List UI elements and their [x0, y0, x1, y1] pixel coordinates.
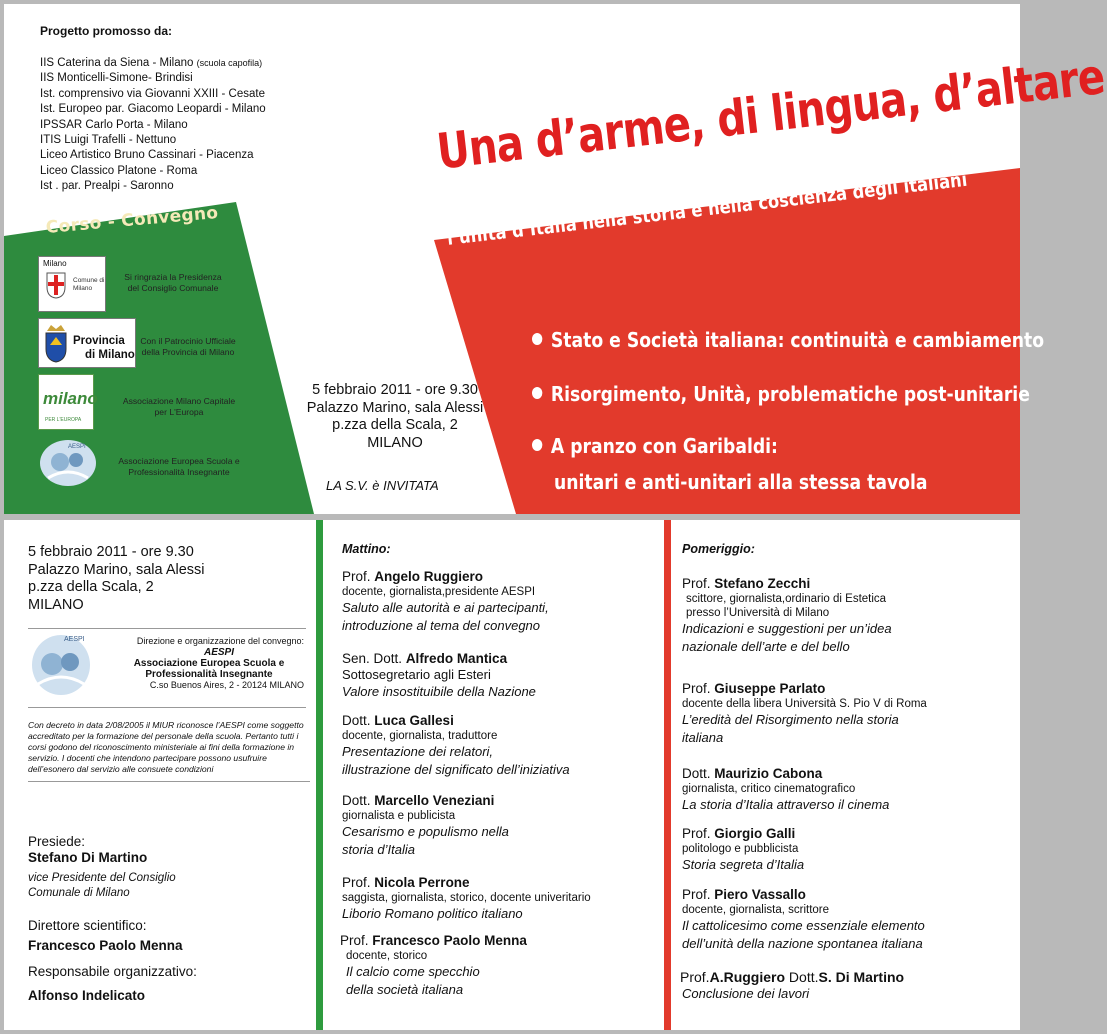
milano-capitale-logo — [38, 374, 98, 430]
talk-title: Storia segreta d’Italia — [682, 857, 805, 872]
event-address: p.zza della Scala, 2 — [28, 579, 154, 595]
speaker-role: docente, storico — [346, 950, 428, 962]
speaker-role: saggista, giornalista, storico, docente univeritario — [342, 892, 591, 904]
speaker-title: Prof. — [342, 875, 371, 890]
logo-label: Milano — [43, 259, 67, 268]
talk-title: dell’unità della nazione spontanea italiana — [682, 936, 923, 951]
red-divider — [664, 520, 671, 1030]
speaker-item — [682, 681, 927, 747]
school-item: Ist . par. Prealpi - Saronno — [40, 180, 174, 193]
speaker-name: Francesco Paolo Menna — [372, 933, 527, 948]
speaker-name: Alfredo Mantica — [405, 651, 508, 666]
logo-sub: di Milano — [85, 349, 135, 361]
school-item: Liceo Artistico Bruno Cassinari - Piacenza — [40, 149, 254, 162]
speaker-name: Marcello Veneziani — [374, 793, 495, 808]
logo-label: milano — [43, 389, 98, 408]
talk-title: illustrazione del significato dell’iniziativa — [342, 762, 570, 777]
coat-of-arms-icon — [45, 271, 67, 299]
subtitle: l’unità d’Italia nella storia e nella coscienza degli italiani — [446, 168, 969, 250]
invitation-front — [4, 4, 1107, 514]
sponsor-line: del Consiglio Comunale — [127, 283, 219, 293]
speaker-name: Nicola Perrone — [374, 875, 470, 890]
speaker-title: Dott. — [342, 793, 371, 808]
organizer-intro: Direzione e organizzazione del convegno: — [136, 636, 304, 646]
speaker-item-closing — [680, 969, 904, 1003]
talk-title: italiana — [682, 730, 724, 745]
speaker-item — [342, 713, 570, 779]
sponsor-line: per L'Europa — [154, 407, 204, 417]
sponsor-text — [104, 456, 254, 478]
promo-header: Progetto promosso da: — [40, 24, 173, 38]
presiede-role: Comunale di Milano — [28, 887, 130, 899]
talk-title: Valore insostituibile della Nazione — [342, 684, 536, 699]
organizer-address: C.so Buenos Aires, 2 - 20124 MILANO — [149, 680, 304, 690]
organizer-name: Professionalità Insegnante — [145, 669, 273, 680]
school-item: Liceo Classico Platone - Roma — [40, 164, 198, 177]
presiede-role: vice Presidente del Consiglio — [28, 872, 176, 884]
talk-title: La storia d’Italia attraverso il cinema — [682, 797, 890, 812]
event-city: MILANO — [28, 596, 84, 613]
talk-title: Cesarismo e populismo nella — [342, 824, 509, 839]
speaker-item — [342, 793, 509, 859]
pomeriggio-label: Pomeriggio: — [682, 542, 755, 556]
mattino-label: Mattino: — [342, 542, 391, 556]
invitation-back — [4, 520, 1020, 1030]
main-title: Una d’arme, di lingua, d’altare — [434, 48, 1107, 181]
sponsor-text — [108, 272, 238, 294]
invitation-line: LA S.V. è INVITATA — [326, 478, 439, 493]
provincia-shield-icon — [43, 323, 69, 363]
speaker-title: Dott. — [788, 969, 819, 985]
speaker-name: S. Di Martino — [818, 969, 905, 985]
topic-continuation: unitari e anti-unitari alla stessa tavola — [554, 470, 928, 494]
talk-title: della società italiana — [346, 982, 464, 997]
talk-title: introduzione al tema del convegno — [342, 618, 541, 633]
speaker-name: Giorgio Galli — [714, 826, 796, 841]
speaker-title: Prof. — [682, 826, 711, 841]
talk-title: Il cattolicesimo come essenziale elemento — [682, 918, 925, 933]
talk-title: Conclusione dei lavori — [682, 986, 810, 1001]
event-venue: Palazzo Marino, sala Alessi — [306, 399, 484, 416]
sponsor-line: Con il Patrocinio Ufficiale — [140, 336, 236, 346]
speaker-name: Stefano Zecchi — [714, 576, 811, 591]
speaker-title: Prof. — [680, 969, 710, 985]
logo-label: AESPI — [68, 444, 86, 450]
speaker-role: Sottosegretario agli Esteri — [342, 667, 491, 682]
speaker-item — [342, 569, 549, 635]
school-item: IIS Caterina da Siena - Milano (scuola capofila) — [40, 57, 263, 69]
sponsor-line: della Provincia di Milano — [141, 347, 235, 357]
sponsor-line: Associazione Milano Capitale — [122, 396, 236, 406]
bullet-icon — [532, 439, 542, 451]
green-divider — [316, 520, 323, 1030]
logo-label: AESPI — [64, 636, 85, 643]
speaker-role: presso l’Università di Milano — [686, 607, 830, 619]
speaker-title: Prof. — [682, 576, 711, 591]
speaker-role: scittore, giornalista,ordinario di Estetica — [686, 593, 887, 605]
bullet-icon — [532, 387, 542, 399]
logo-sub: PER L'EUROPA — [45, 417, 82, 423]
speaker-item — [340, 933, 527, 999]
speaker-title: Dott. — [342, 713, 371, 728]
topic-text: A pranzo con Garibaldi: — [550, 434, 778, 458]
topic-item — [532, 382, 1030, 406]
logo-label: Provincia — [73, 335, 125, 347]
sponsor-text — [138, 336, 238, 358]
event-info — [290, 382, 500, 452]
bullet-icon — [532, 333, 542, 345]
topic-item — [532, 434, 778, 458]
speaker-item — [682, 576, 892, 656]
responsabile-name: Alfonso Indelicato — [28, 988, 146, 1003]
speaker-role: giornalista, critico cinematografico — [682, 783, 856, 795]
talk-title: Liborio Romano politico italiano — [342, 906, 523, 921]
organizer-info — [94, 636, 304, 691]
speaker-role: docente, giornalista, scrittore — [682, 904, 830, 916]
topic-text: Stato e Società italiana: continuità e cambiamento — [550, 328, 1045, 352]
speaker-name: Luca Gallesi — [374, 713, 454, 728]
school-item: IPSSAR Carlo Porta - Milano — [40, 118, 188, 131]
organizer-acronym: AESPI — [203, 647, 234, 658]
topic-text: Risorgimento, Unità, problematiche post-unitarie — [550, 382, 1030, 406]
speaker-role: docente, giornalista,presidente AESPI — [342, 586, 536, 598]
event-city: MILANO — [367, 434, 423, 451]
school-item: Ist. Europeo par. Giacomo Leopardi - Milano — [40, 103, 266, 116]
event-info — [28, 544, 205, 614]
direttore-name: Francesco Paolo Menna — [28, 938, 183, 953]
speaker-name: A.Ruggiero — [709, 969, 786, 985]
comune-milano-logo — [38, 256, 106, 312]
speaker-role: docente, giornalista, traduttore — [342, 730, 498, 742]
speaker-name: Giuseppe Parlato — [714, 681, 826, 696]
speaker-title: Prof. — [682, 681, 711, 696]
talk-title: Presentazione dei relatori, — [342, 744, 494, 759]
speaker-title: Prof. — [342, 569, 371, 584]
school-item: ITIS Luigi Trafelli - Nettuno — [40, 134, 177, 147]
speaker-item — [682, 766, 889, 814]
logo-sub: Comune di Milano — [73, 277, 105, 292]
responsabile-label: Responsabile organizzativo: — [28, 964, 197, 979]
sponsor-line: Professionalità Insegnante — [128, 467, 230, 477]
speaker-title: Sen. Dott. — [342, 651, 403, 666]
speaker-name: Piero Vassallo — [714, 887, 806, 902]
speaker-name: Maurizio Cabona — [714, 766, 823, 781]
speaker-role: docente della libera Università S. Pio V di Roma — [682, 698, 927, 710]
school-item: Ist. comprensivo via Giovanni XXIII - Cesate — [40, 87, 265, 100]
sponsor-line: Si ringrazia la Presidenza — [124, 272, 222, 282]
organizer-name: Associazione Europea Scuola e — [133, 658, 285, 669]
speaker-title: Dott. — [682, 766, 711, 781]
speaker-item — [682, 887, 925, 953]
talk-title: Indicazioni e suggestioni per un’idea — [682, 621, 892, 636]
event-date: 5 febbraio 2011 - ore 9.30 — [28, 544, 194, 560]
event-address: p.zza della Scala, 2 — [332, 417, 458, 433]
presiede-label: Presiede: — [28, 834, 86, 849]
talk-title: L’eredità del Risorgimento nella storia — [682, 712, 899, 727]
speaker-title: Prof. — [340, 933, 369, 948]
talk-title: Il calcio come specchio — [346, 964, 480, 979]
talk-title: nazionale dell’arte e del bello — [682, 639, 850, 654]
speaker-item — [342, 651, 536, 701]
speaker-item — [342, 875, 591, 923]
speaker-title: Prof. — [682, 887, 711, 902]
sponsor-text — [104, 396, 254, 418]
sponsor-line: Associazione Europea Scuola e — [118, 456, 240, 466]
speaker-role: giornalista e publicista — [342, 810, 456, 822]
school-item: IIS Monticelli-Simone- Brindisi — [40, 72, 193, 85]
speaker-name: Angelo Ruggiero — [374, 569, 484, 584]
event-date: 5 febbraio 2011 - ore 9.30 — [312, 382, 478, 398]
corso-convegno-label: Corso - Convegno — [45, 202, 220, 238]
presiede-name: Stefano Di Martino — [28, 850, 148, 865]
speaker-item — [682, 826, 804, 874]
school-list — [40, 56, 266, 195]
event-venue: Palazzo Marino, sala Alessi — [28, 561, 205, 578]
provincia-milano-logo — [38, 318, 136, 368]
talk-title: storia d’Italia — [342, 842, 415, 857]
direttore-label: Direttore scientifico: — [28, 918, 147, 933]
decree-note: Con decreto in data 2/08/2005 il MIUR riconosce l’AESPI come soggetto accreditato per la formazione del personale della scuola. Pertanto tutti i corsi godono del riconoscimento ministeriale ai fini della formazione in servizio. I docenti che intendono partecipare possono usufruire dell’esonero dal servizio alle consuete condizioni — [28, 720, 310, 782]
talk-title: Saluto alle autorità e ai partecipanti, — [342, 600, 549, 615]
topic-item — [532, 328, 1044, 352]
speaker-role: politologo e pubblicista — [682, 843, 799, 855]
